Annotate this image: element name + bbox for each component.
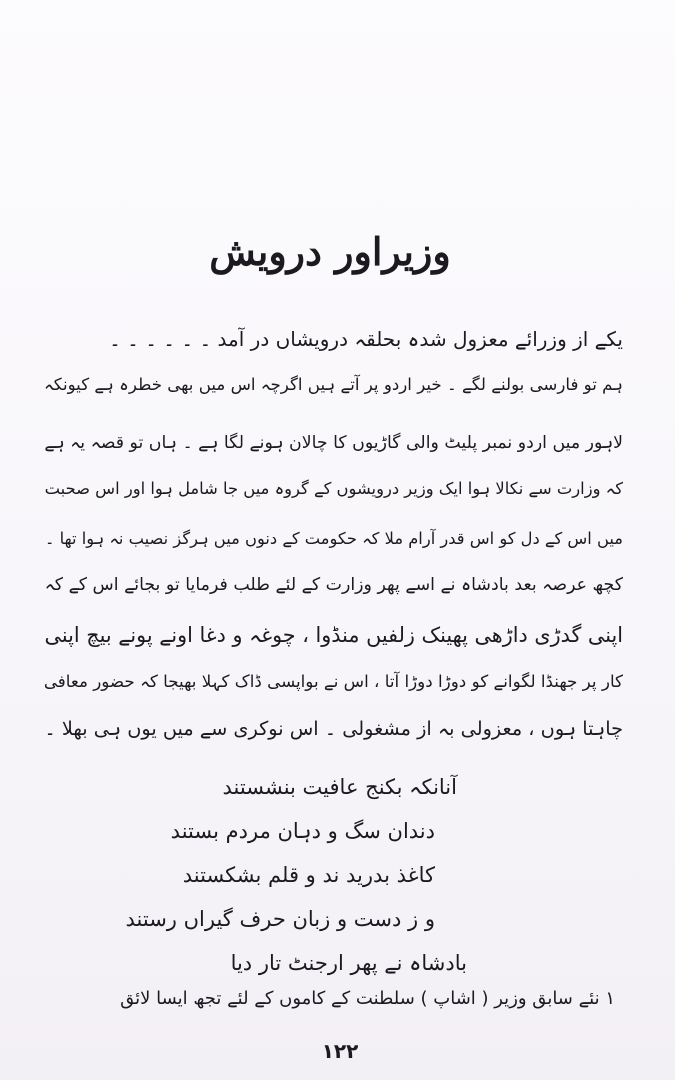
page-number: ۱۲۲ [321, 1039, 359, 1063]
paragraph-line: میں اس کے دل کو اس قدر آرام ملا کہ حکومت کے دنوں میں ہرگز نصیب نہ ہوا تھا ۔ [44, 529, 623, 548]
verse-line: آنانکہ بکنج عافیت بنشستند [222, 775, 457, 799]
paragraph-line: اپنی گدڑی داڑھی پھینک زلفیں منڈوا ، چوغہ و دغا اونے پونے بیچ اپنی [44, 623, 623, 647]
paragraph-line: کچھ عرصہ بعد بادشاہ نے اسے پھر وزارت کے لئے طلب فرمایا تو بجائے اس کے کہ [44, 575, 623, 595]
paragraph-line: چاہتا ہوں ، معزولی بہ از مشغولی ۔ اس نوکری سے میں یوں ہی بھلا ۔ [44, 717, 623, 740]
paragraph-line: کار پر جھنڈا لگوانے کو دوڑا دوڑا آتا ، اس نے بواپسی ڈاک کہلا بھیجا کہ حضور معافی [43, 671, 623, 691]
paragraph-line: کہ وزارت سے نکالا ہوا ایک وزیر درویشوں کے گروہ میں جا شامل ہوا اور اس صحبت [44, 479, 623, 498]
closing-line: بادشاہ نے پھر ارجنٹ تار دیا [230, 951, 467, 975]
chapter-title: وزیراور درویش [209, 229, 451, 274]
footnote: ۱ نئے سابق وزیر ( اشاپ ) سلطنت کے کاموں کے لئے تجھ ایسا لائق [120, 988, 615, 1009]
verse-line: و ز دست و زبان حرف گیراں رستند [125, 907, 435, 931]
epigraph-line: یکے از وزرائے معزول شدہ بحلقہ درویشاں در آمد ۔ ۔ ۔ ۔ ۔ ۔ [109, 327, 623, 351]
paragraph-line: لاہور میں اردو نمبر پلیٹ والی گاڑیوں کا چالان ہونے لگا ہے ۔ ہاں تو قصہ یہ ہے [44, 433, 623, 453]
verse-line: کاغذ بدرید ند و قلم بشکستند [182, 863, 435, 887]
verse-line: دندان سگ و دہان مردم بستند [170, 819, 435, 843]
paragraph-line: ہم تو فارسی بولنے لگے ۔ خیر اردو پر آتے ہیں اگرچہ اس میں بھی خطرہ ہے کیونکہ [44, 375, 623, 394]
